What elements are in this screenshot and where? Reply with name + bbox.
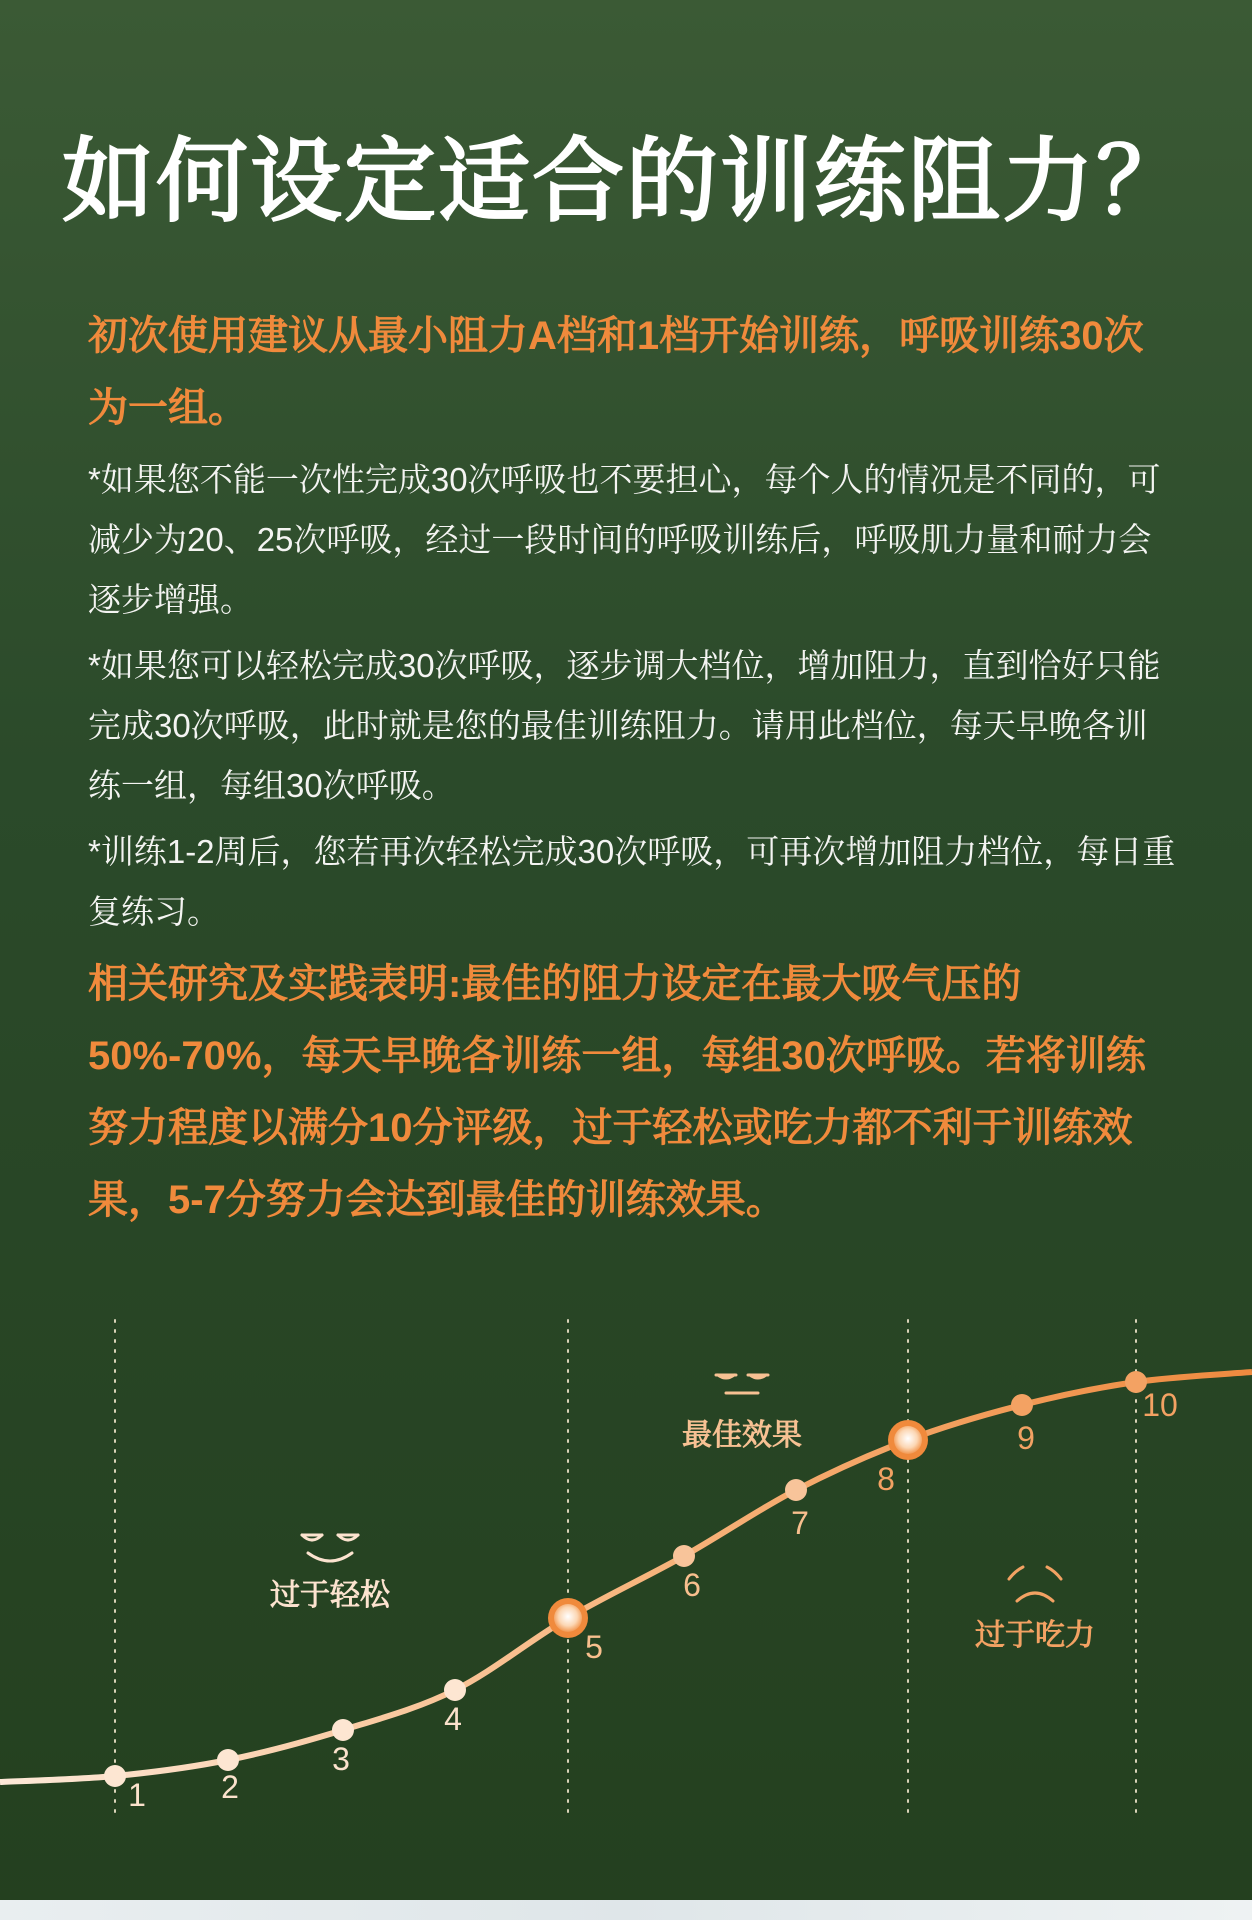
zone-label-1: 过于轻松: [270, 1579, 390, 1612]
research-text: 相关研究及实践表明:最佳的阻力设定在最大吸气压的50%-70%，每天早晚各训练一组，每组30次呼吸。若将训练努力程度以满分10分评级，过于轻松或吃力都不利于训练效果，5-7分努力会达到最佳的训练效果。: [88, 962, 1146, 1222]
curve-point-9: [1011, 1394, 1033, 1416]
curve-point-1: [104, 1765, 126, 1787]
tick-label-6: 6: [683, 1567, 701, 1603]
tick-label-2: 2: [221, 1769, 239, 1805]
highlight-point-5: [554, 1604, 582, 1632]
curve-point-6: [673, 1545, 695, 1567]
frown-face-icon: [1009, 1567, 1061, 1601]
page-title: 如何设定适合的训练阻力？: [61, 131, 1190, 233]
tick-label-9: 9: [1017, 1420, 1035, 1456]
tick-label-3: 3: [332, 1741, 350, 1777]
curve-points: [104, 1371, 1178, 1813]
zone-dividers: [115, 1320, 1136, 1815]
zone-label-2: 最佳效果: [682, 1419, 802, 1452]
relaxed-face-icon: [302, 1535, 358, 1561]
note-1: *如果您不能一次性完成30次呼吸也不要担心，每个人的情况是不同的，可减少为20、25次呼吸，经过一段时间的呼吸训练后，呼吸肌力量和耐力会逐步增强。: [88, 461, 1161, 618]
tick-label-7: 7: [791, 1505, 809, 1541]
tick-label-10: 10: [1142, 1387, 1178, 1423]
note-3: *训练1-2周后，您若再次轻松完成30次呼吸，可再次增加阻力档位，每日重复练习。: [88, 833, 1176, 930]
neutral-face-icon: [716, 1375, 768, 1393]
tick-label-5: 5: [585, 1629, 603, 1665]
effort-curve: [0, 1372, 1252, 1782]
curve-point-2: [217, 1749, 239, 1771]
note-2: *如果您可以轻松完成30次呼吸，逐步调大档位，增加阻力，直到恰好只能完成30次呼吸，此时就是您的最佳训练阻力。请用此档位，每天早晚各训练一组，每组30次呼吸。: [88, 647, 1161, 804]
curve-point-7: [785, 1479, 807, 1501]
zone-label-3: 过于吃力: [975, 1619, 1095, 1652]
effort-chart: [0, 1300, 1252, 1860]
tick-label-1: 1: [128, 1777, 146, 1813]
bottom-strip: [0, 1900, 1252, 1920]
curve-point-4: [444, 1679, 466, 1701]
tick-label-4: 4: [444, 1701, 462, 1737]
lead-text: 初次使用建议从最小阻力A档和1档开始训练，呼吸训练30次为一组。: [88, 314, 1144, 430]
content-section: [88, 300, 1178, 1236]
curve-point-3: [332, 1719, 354, 1741]
highlight-point-8: [894, 1426, 922, 1454]
tick-label-8: 8: [877, 1461, 895, 1497]
